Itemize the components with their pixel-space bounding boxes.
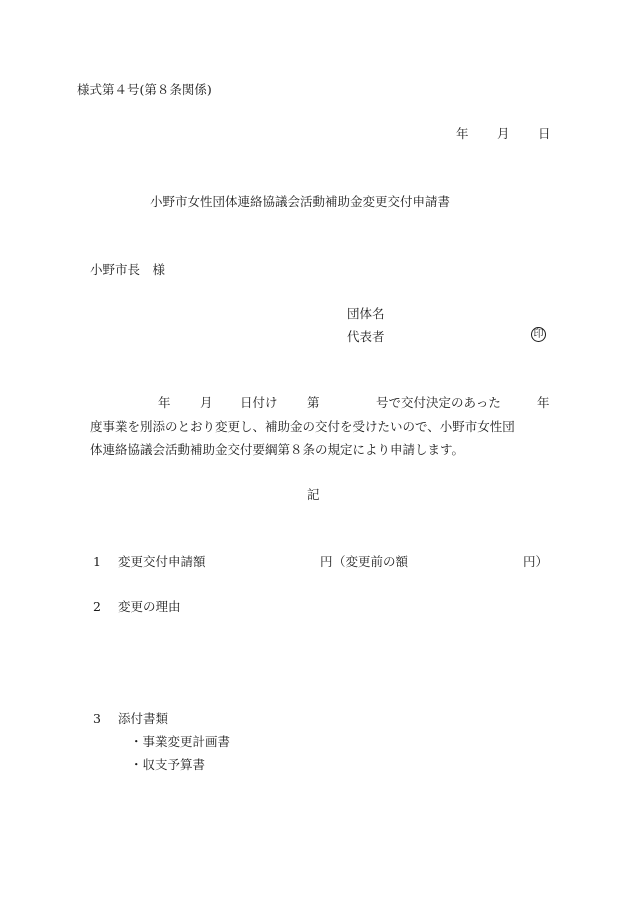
date-year-label: 年 — [456, 126, 469, 141]
body-year2-label: 年 — [537, 395, 550, 410]
attachment-item: ・収支予算書 — [130, 757, 206, 772]
addressee: 小野市長 様 — [90, 262, 166, 277]
document-title: 小野市女性団体連絡協議会活動補助金変更交付申請書 — [150, 194, 451, 209]
ki-heading: 記 — [307, 487, 320, 502]
item-1-previous-yen-unit: 円） — [523, 554, 549, 569]
body-year-label: 年 — [158, 395, 171, 410]
item-1-number: 1 — [93, 554, 101, 569]
body-month-label: 月 — [200, 395, 213, 410]
item-3-label: 添付書類 — [118, 711, 169, 726]
representative-label: 代表者 — [347, 329, 385, 344]
item-1-label: 変更交付申請額 — [118, 554, 206, 569]
date-day-label: 日 — [538, 126, 551, 141]
body-line-2-text: 度事業を別添のとおり変更し、補助金の交付を受けたいので、小野市女性団 — [90, 419, 515, 434]
item-1-yen-unit: 円 — [320, 554, 333, 569]
organization-name-label: 団体名 — [347, 306, 385, 321]
item-1-previous-amount-label: （変更前の額 — [333, 554, 409, 569]
date-month-label: 月 — [497, 126, 510, 141]
item-2-label: 変更の理由 — [118, 599, 181, 614]
body-decision-text: 号で交付決定のあった — [376, 395, 501, 410]
item-3-number: 3 — [93, 711, 101, 726]
body-line-3-text: 体連絡協議会活動補助金交付要綱第８条の規定により申請します。 — [90, 442, 465, 457]
form-number: 様式第４号(第８条関係) — [77, 82, 212, 97]
body-number-prefix: 第 — [307, 395, 320, 410]
attachment-item: ・事業変更計画書 — [130, 734, 231, 749]
body-dated-label: 日付け — [240, 395, 278, 410]
seal-mark: 印 — [531, 327, 546, 342]
item-2-number: 2 — [93, 599, 101, 614]
